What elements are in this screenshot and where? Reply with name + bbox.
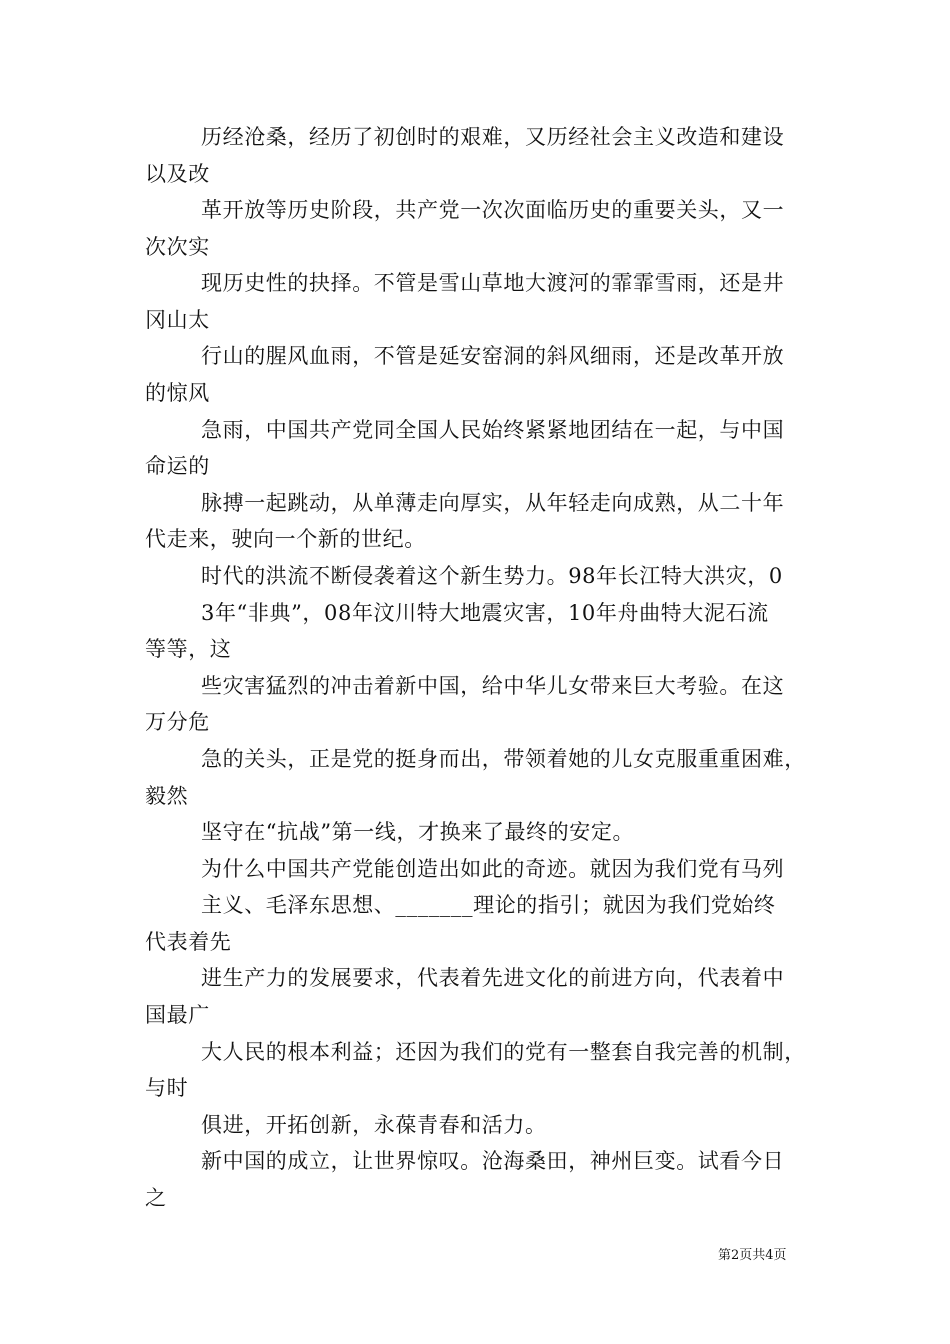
text-line-30: 之 <box>145 1186 167 1210</box>
text-line-4: 次次实 <box>145 235 210 259</box>
text-line-28: 俱进，开拓创新，永葆青春和活力。 <box>201 1113 547 1137</box>
text-line-12: 代走来，驶向一个新的世纪。 <box>145 527 426 551</box>
text-line-1: 历经沧桑，经历了初创时的艰难，又历经社会主义改造和建设 <box>201 125 785 149</box>
text-line-23: 代表着先 <box>145 930 232 954</box>
text-line-6: 冈山太 <box>145 308 210 332</box>
text-line-10: 命运的 <box>145 454 210 478</box>
text-line-21: 为什么中国共产党能创造出如此的奇迹。就因为我们党有马列 <box>201 857 785 881</box>
text-line-2: 以及改 <box>145 162 210 186</box>
text-line-8: 的惊风 <box>145 381 210 405</box>
page-number: 第2页共4页 <box>718 1248 787 1263</box>
text-line-15: 等等，这 <box>145 637 232 661</box>
text-line-24: 进生产力的发展要求，代表着先进文化的前进方向，代表着中 <box>201 966 785 990</box>
text-line-19: 毅然 <box>145 784 189 808</box>
text-line-17: 万分危 <box>145 710 210 734</box>
text-line-5: 现历史性的抉择。不管是雪山草地大渡河的霏霏雪雨，还是井 <box>201 271 785 295</box>
text-line-3: 革开放等历史阶段，共产党一次次面临历史的重要关头，又一 <box>201 198 785 222</box>
text-line-7: 行山的腥风血雨，不管是延安窑洞的斜风细雨，还是改革开放 <box>201 344 785 368</box>
text-line-20: 坚守在“抗战”第一线，才换来了最终的安定。 <box>201 820 635 844</box>
text-line-16: 些灾害猛烈的冲击着新中国，给中华儿女带来巨大考验。在这 <box>201 674 785 698</box>
text-line-29: 新中国的成立，让世界惊叹。沧海桑田，神州巨变。试看今日 <box>201 1149 785 1173</box>
text-line-11: 脉搏一起跳动，从单薄走向厚实，从年轻走向成熟，从二十年 <box>201 491 785 515</box>
text-line-25: 国最广 <box>145 1003 210 1027</box>
text-line-26: 大人民的根本利益；还因为我们的党有一整套自我完善的机制， <box>201 1040 806 1064</box>
text-line-13: 时代的洪流不断侵袭着这个新生势力。98年长江特大洪灾，0 <box>201 564 783 588</box>
text-line-9: 急雨，中国共产党同全国人民始终紧紧地团结在一起，与中国 <box>201 418 785 442</box>
text-line-27: 与时 <box>145 1076 189 1100</box>
text-line-14: 3年“非典”，08年汶川特大地震灾害，10年舟曲特大泥石流 <box>201 601 769 625</box>
text-line-18: 急的关头，正是党的挺身而出，带领着她的儿女克服重重困难， <box>201 747 806 771</box>
text-line-22: 主义、毛泽东思想、_______理论的指引；就因为我们党始终 <box>201 893 776 917</box>
